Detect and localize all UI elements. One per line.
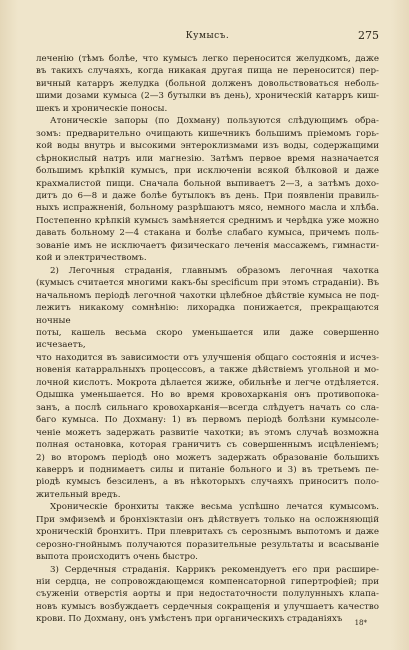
text-line: лочной кислотъ. Мокрота дѣлается жиже, обильнѣе и легче отдѣляется. [36, 377, 379, 388]
text-line: съуженіи отверстія аорты и при недостаточности полулунныхъ клапа- [36, 589, 379, 600]
running-header [36, 29, 379, 45]
signature-mark: 18* [354, 619, 367, 627]
text-line: шекъ и хроническіе поносы. [36, 103, 168, 114]
text-line: (кумысъ считается многими какъ-бы specificum при этомъ страданіи). Въ [36, 278, 379, 289]
text-line: крахмалистой пищи. Сначала больной выпиваетъ 2—3, а затѣмъ дохо- [36, 178, 379, 189]
text-line: дитъ до 6—8 и даже болѣе бутылокъ въ день. При появленіи правиль- [36, 190, 379, 201]
text-line: поты, кашель весьма скоро уменьшается или даже совершенно исчезаетъ, [36, 327, 379, 351]
text-line: серозно-гнойнымъ получаются поразительные результаты и всасываніе [36, 539, 379, 550]
text-line: 3) Сердечныя страданія. Каррикъ рекомендуетъ его при расшире- [50, 564, 379, 575]
text-line: каверръ и поднимаетъ силы и питаніе больного и 3) въ третьемъ пе- [36, 464, 379, 475]
text-line: занъ, а послѣ сильнаго кровохарканія—всегда слѣдуетъ начать со сла- [36, 402, 379, 413]
text-line: въ такихъ случаяхъ, когда никакая другая пища не переносится) пер- [36, 66, 379, 77]
text-line: новенія катарральныхъ процессовъ, а также дѣйствіемъ угольной и мо- [36, 365, 379, 376]
text-line: новъ кумысъ возбуждаетъ сердечныя сокращенія и улучшаетъ качество [36, 601, 379, 612]
text-line: что находится въ зависимости отъ улучшенія общаго состоянія и исчез- [36, 352, 379, 363]
text-line: 2) во второмъ періодѣ оно можетъ задержать образованіе большихъ [36, 452, 379, 463]
text-line: ніи сердца, не сопровождающемся компенсаторной гипертрофіей; при [36, 577, 379, 588]
text-line: вичный катарръ желудка (больной долженъ довольствоваться неболь- [36, 78, 379, 89]
text-line: кой и электричествомъ. [36, 253, 147, 264]
text-line: большимъ крѣпкій кумысъ, при исключеніи всякой бѣлковой и даже [36, 166, 379, 177]
text-line: полная остановка, которая граничитъ съ совершеннымъ исцѣленіемъ; [36, 440, 379, 451]
running-title: Кумысъ. [185, 31, 230, 41]
text-line: давать больному 2—4 стакана и болѣе слабаго кумыса, причемъ поль- [36, 228, 379, 239]
text-line: зомъ: предварительно очищають кишечникъ большимъ пріемомъ горь- [36, 128, 379, 139]
text-line: шими дозами кумыса (2—3 бутылки въ день), хроническій катарръ киш- [36, 91, 379, 102]
text-line: Постепенно крѣпкій кумысъ замѣняется среднимъ и черѣдка уже можно [36, 215, 379, 226]
text-line: При эмфиземѣ и бронхіэктазіи онъ дѣйствуетъ только на осложняющій [36, 514, 379, 525]
text-line: ченіе можетъ задержать развитіе чахотки; въ этомъ случаѣ возможна [36, 427, 379, 438]
text-line: ріодѣ кумысъ безсиленъ, а въ нѣкоторыхъ случаяхъ приноситъ поло- [36, 477, 379, 488]
text-line: леченію (тѣмъ болѣе, что кумысъ легко переносится желудкомъ, даже [36, 54, 379, 64]
text-line: Одышка уменьшается. Но во время кровохарканія онъ противопока- [36, 390, 379, 401]
text-line: баго кумыса. По Дохману: 1) въ первомъ періодѣ болѣзни кумысоле- [36, 415, 379, 426]
text-line: выпота происходитъ очень быстро. [36, 552, 198, 563]
text-line: Хроническіе бронхиты также весьма успѣшно лечатся кумысомъ. [50, 502, 379, 513]
text-line: жительный вредъ. [36, 489, 121, 500]
text-line: крови. По Дохману, онъ умѣстенъ при органическихъ страданіяхъ [36, 614, 343, 625]
text-line: сѣрнокислый натръ или магнезію. Затѣмъ первое время назначается [36, 153, 379, 164]
page-number: 275 [358, 29, 379, 42]
text-line: ныхъ испражненій, больному разрѣшаютъ мясо, немного масла и хлѣба. [36, 203, 379, 214]
text-line: 2) Легочныя страданія, главнымъ образомъ легочная чахотка [50, 265, 379, 276]
text-line: лежитъ никакому сомнѣнію: лихорадка понижается, прекращаются ночные [36, 303, 379, 326]
body-text [36, 53, 379, 626]
text-line: хроническій бронхитъ. При плевритахъ съ серознымъ выпотомъ и даже [36, 527, 379, 538]
text-line: начальномъ періодѣ легочной чахотки цѣлебное дѣйствіе кумыса не под- [36, 290, 379, 301]
text-line: кой воды внутрь и высокими энтероклизмами изъ воды, содержащими [36, 141, 379, 152]
text-line: Атоническіе запоры (по Дохману) пользуются слѣдующимъ обра- [50, 116, 379, 127]
text-line: зованіе имъ не исключаетъ физическаго леченія массажемъ, гимнасти- [36, 240, 379, 251]
